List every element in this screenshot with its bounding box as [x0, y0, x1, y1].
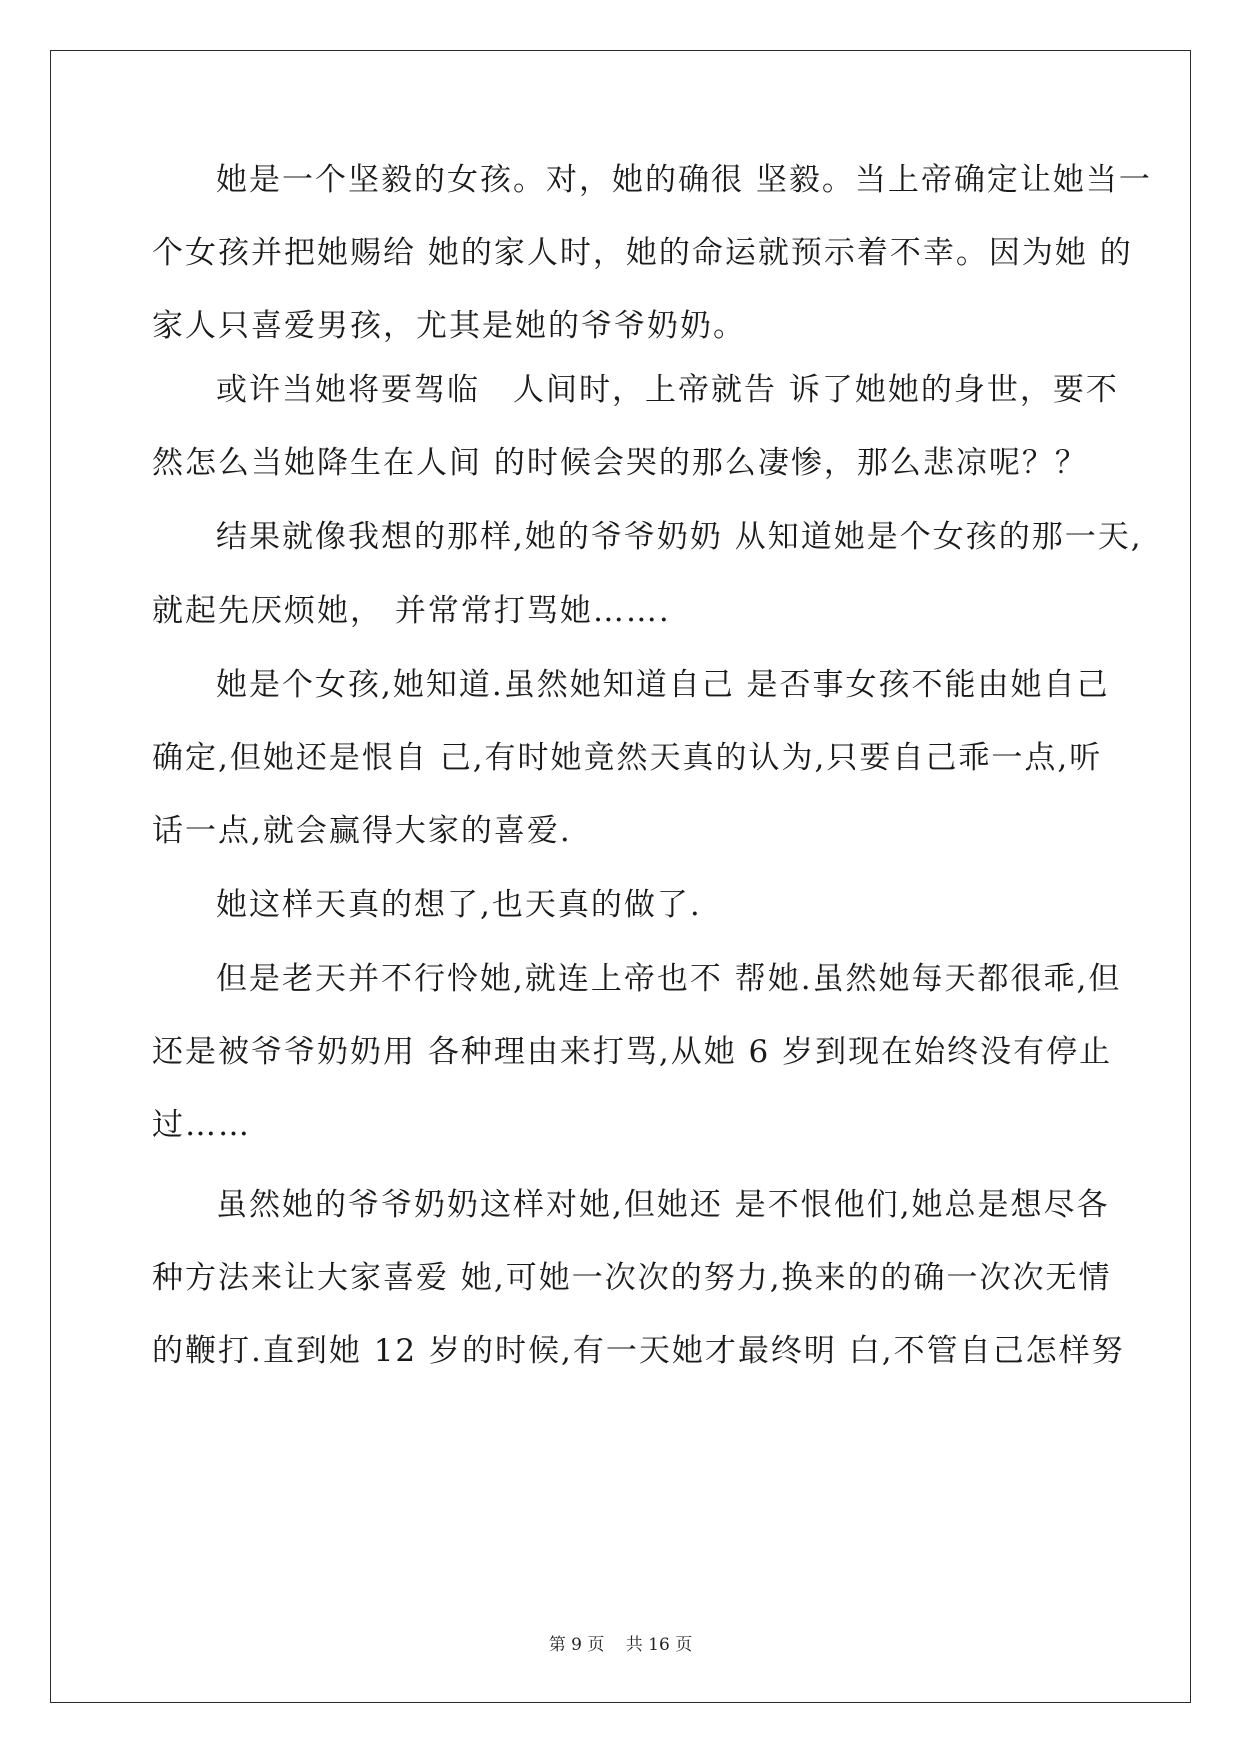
text-line: 确定,但她还是恨自 己,有时她竟然天真的认为,只要自己乖一点,听 [152, 740, 1103, 776]
text-line: 然怎么当她降生在人间 的时候会哭的那么凄惨，那么悲凉呢？？ [152, 445, 1088, 481]
page-total: 共 16 页 [625, 1635, 693, 1655]
text-line: 她是一个坚毅的女孩。对，她的确很 坚毅。当上帝确定让她当一 [216, 162, 1152, 198]
text-line: 但是老天并不行怜她,就连上帝也不 帮她.虽然她每天都很乖,但 [216, 961, 1122, 997]
text-line: 或许当她将要驾临 人间时，上帝就告 诉了她她的身世，要不 [216, 372, 1119, 408]
text-line: 话一点,就会赢得大家的喜爱. [152, 813, 572, 849]
text-line: 家人只喜爱男孩，尤其是她的爷爷奶奶。 [152, 308, 746, 344]
text-line: 的鞭打.直到她 12 岁的时候,有一天她才最终明 白,不管自己怎样努 [152, 1333, 1125, 1369]
text-line: 就起先厌烦她， 并常常打骂她……. [152, 593, 671, 629]
text-line: 种方法来让大家喜爱 她,可她一次次的努力,换来的的确一次次无情 [152, 1260, 1112, 1296]
text-line: 个女孩并把她赐给 她的家人时，她的命运就预示着不幸。因为她 的 [152, 235, 1133, 271]
page-border [50, 50, 1191, 1703]
text-line: 还是被爷爷奶奶用 各种理由来打骂,从她 6 岁到现在始终没有停止 [152, 1034, 1113, 1070]
page-number: 第 9 页 [548, 1635, 605, 1655]
text-line: 她这样天真的想了,也天真的做了. [216, 887, 702, 923]
text-line: 过…… [152, 1107, 251, 1143]
text-line: 虽然她的爷爷奶奶这样对她,但她还 是不恨他们,她总是想尽各 [216, 1187, 1110, 1223]
text-line: 结果就像我想的那样,她的爷爷奶奶 从知道她是个女孩的那一天, [216, 519, 1143, 555]
text-line: 她是个女孩,她知道.虽然她知道自己 是否事女孩不能由她自己 [216, 667, 1110, 703]
page-footer [0, 1630, 1241, 1655]
